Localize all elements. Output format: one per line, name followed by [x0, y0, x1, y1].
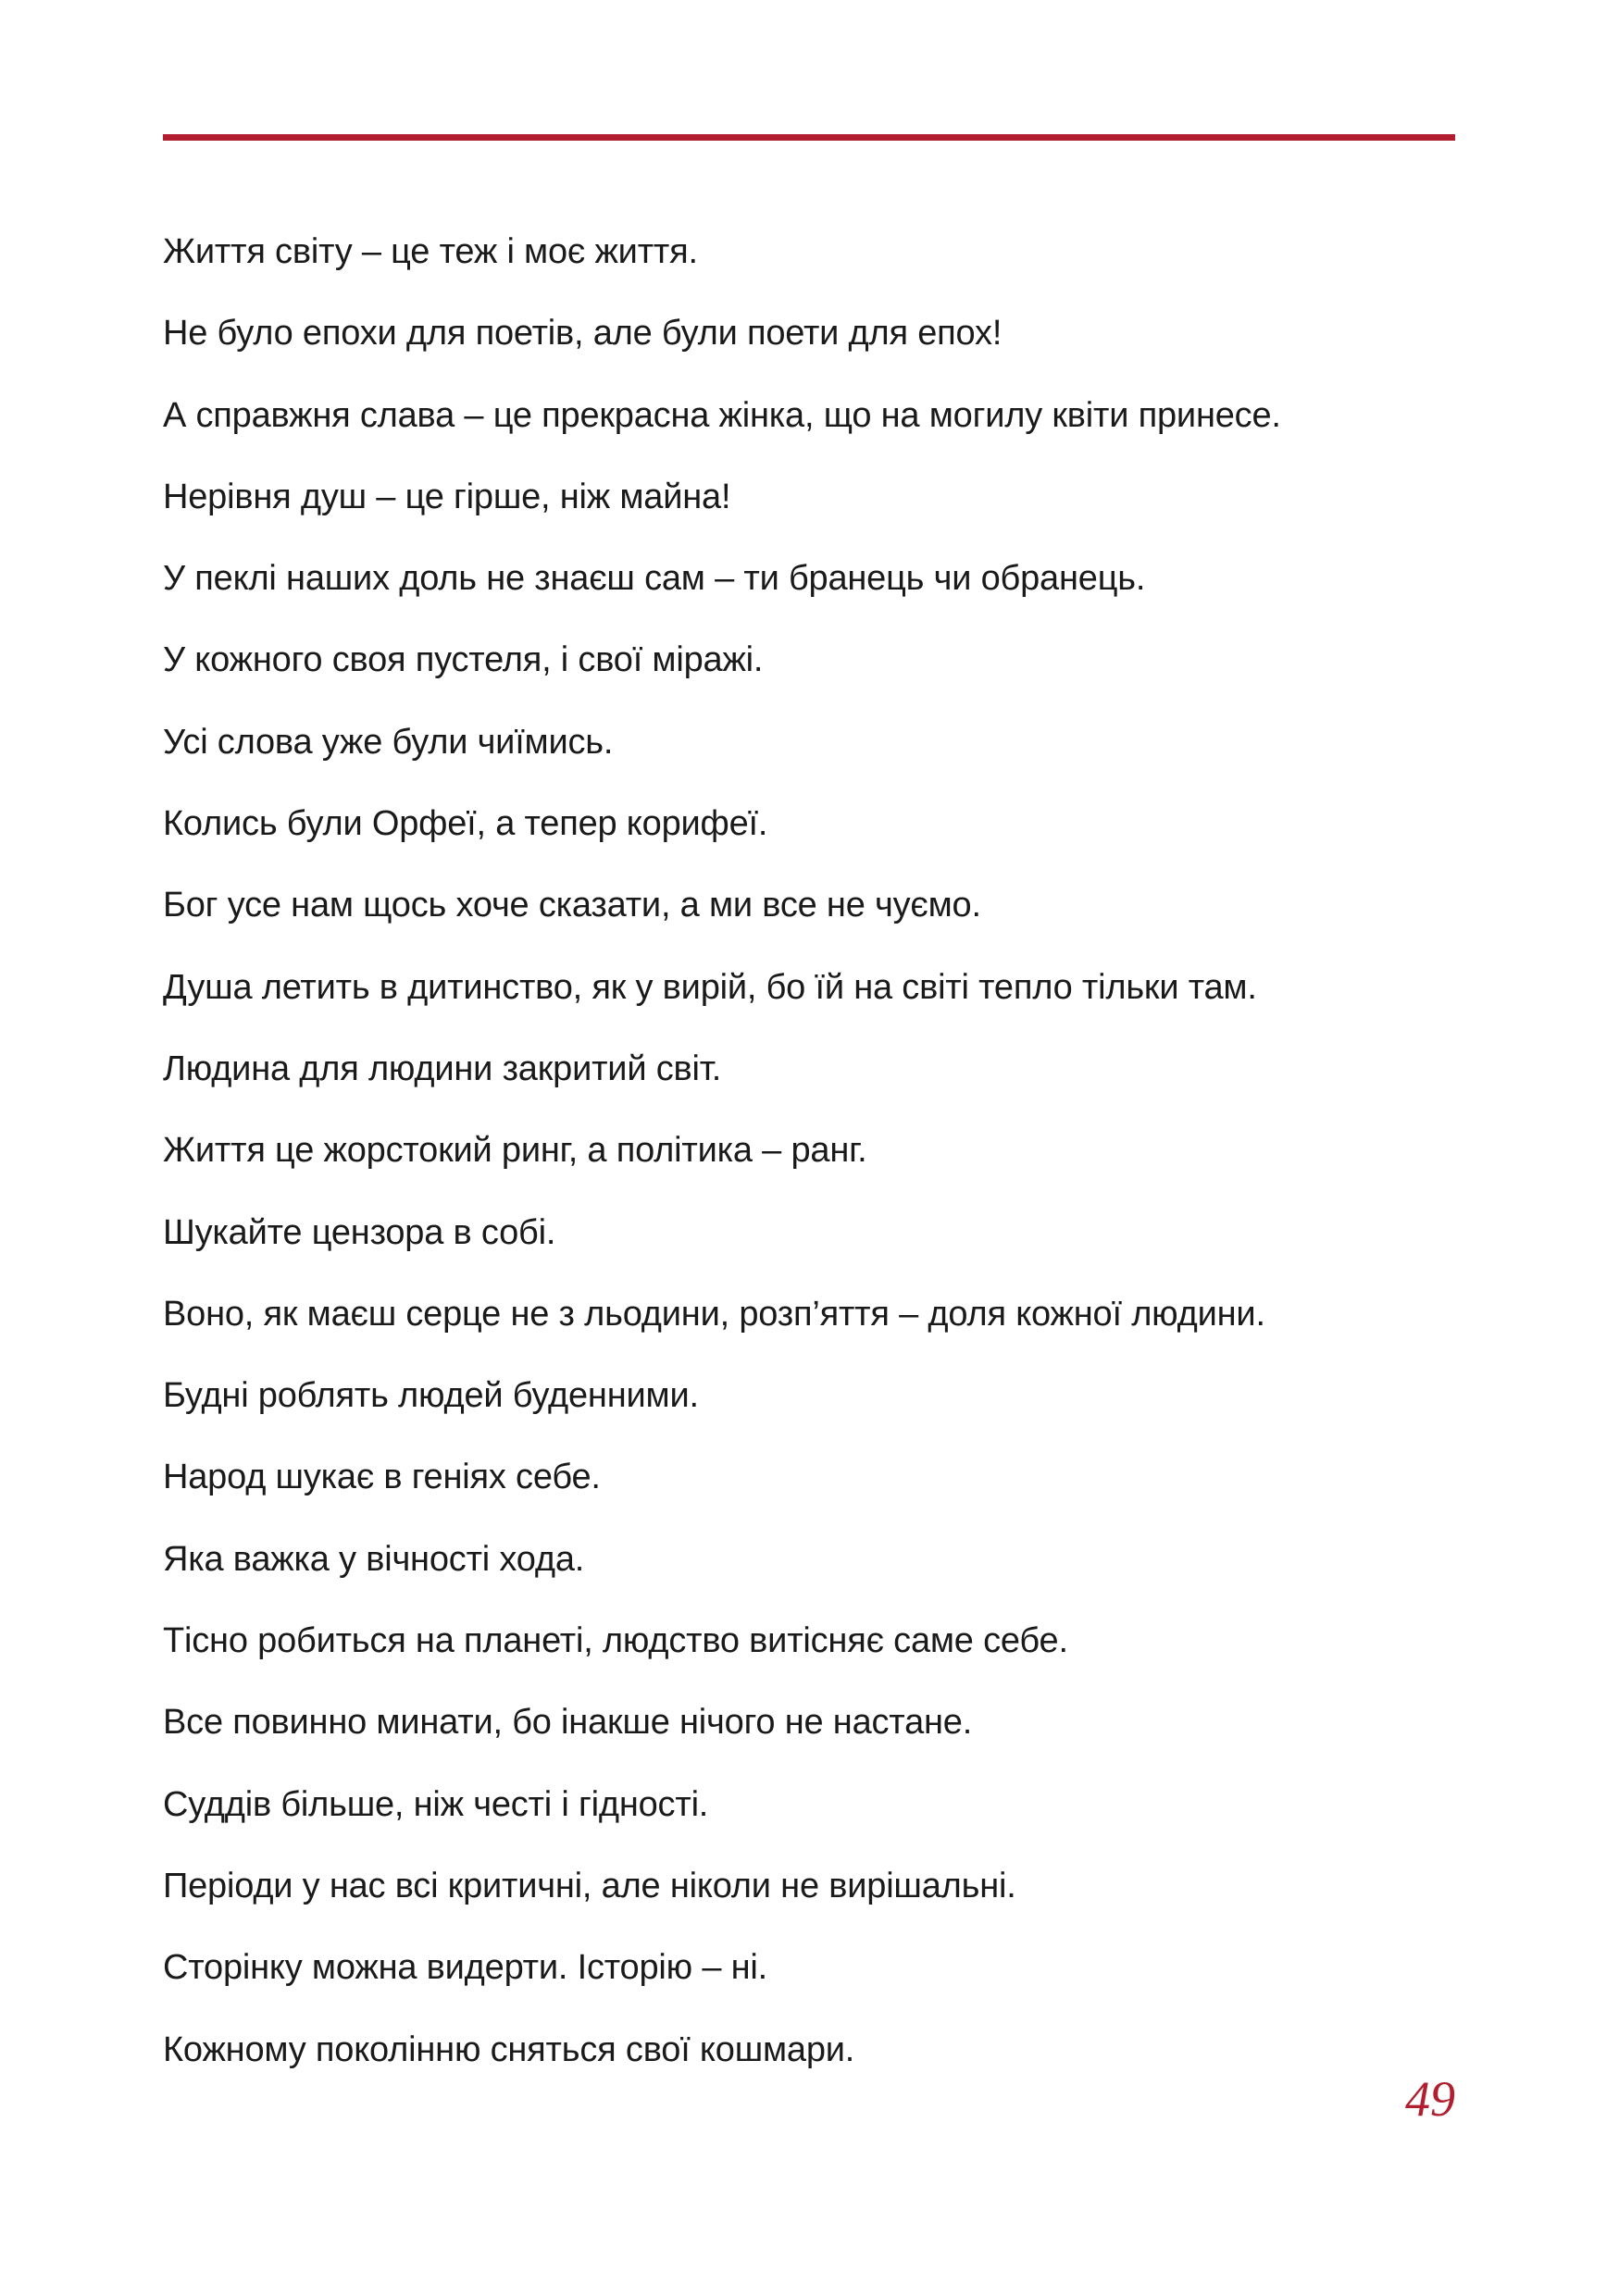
- quote-line: Нерівня душ – це гірше, ніж майна!: [163, 477, 731, 516]
- quote-line: Періоди у нас всі критичні, але ніколи не вирішальні.: [163, 1866, 1016, 1905]
- quote-line: Тісно робиться на планеті, людство витісняє саме себе.: [163, 1621, 1068, 1661]
- quote-line: Душа летить в дитинство, як у вирій, бо їй на світі тепло тільки там.: [163, 967, 1257, 1007]
- quote-line: Колись були Орфеї, а тепер корифеї.: [163, 804, 768, 844]
- quote-line: Суддів більше, ніж честі і гідності.: [163, 1784, 709, 1824]
- quote-line: Шукайте цензора в собі.: [163, 1212, 556, 1252]
- top-divider-rule: [163, 134, 1455, 141]
- quote-line: Будні роблять людей буденними.: [163, 1376, 699, 1416]
- quote-line: У кожного своя пустеля, і свої міражі.: [163, 640, 764, 680]
- quote-line: Людина для людини закритий світ.: [163, 1049, 722, 1088]
- quote-line: Кожному поколінню сняться свої кошмари.: [163, 2029, 855, 2069]
- quote-line: А справжня слава – це прекрасна жінка, що на могилу квіти принесе.: [163, 395, 1281, 435]
- quote-line: У пеклі наших доль не знаєш сам – ти бранець чи обранець.: [163, 559, 1146, 599]
- page-number: 49: [1405, 2071, 1455, 2127]
- quote-line: Яка важка у вічності хода.: [163, 1539, 585, 1579]
- quote-line: Воно, як маєш серце не з льодини, розп’яття – доля кожної людини.: [163, 1294, 1265, 1334]
- quotes-list: [163, 211, 1496, 2091]
- quote-line: Не було епохи для поетів, але були поети для епох!: [163, 314, 1003, 354]
- quote-line: Життя це жорстокий ринг, а політика – ранг.: [163, 1131, 867, 1171]
- quote-line: Народ шукає в геніях себе.: [163, 1458, 601, 1497]
- quote-line: Бог усе нам щось хоче сказати, а ми все не чуємо.: [163, 886, 981, 925]
- quote-line: Життя світу – це теж і моє життя.: [163, 232, 698, 271]
- quote-line: Сторінку можна видерти. Історію – ні.: [163, 1948, 767, 1988]
- quote-line: Все повинно минати, бо інакше нічого не настане.: [163, 1703, 973, 1743]
- quote-line: Усі слова уже були чиїмись.: [163, 722, 614, 762]
